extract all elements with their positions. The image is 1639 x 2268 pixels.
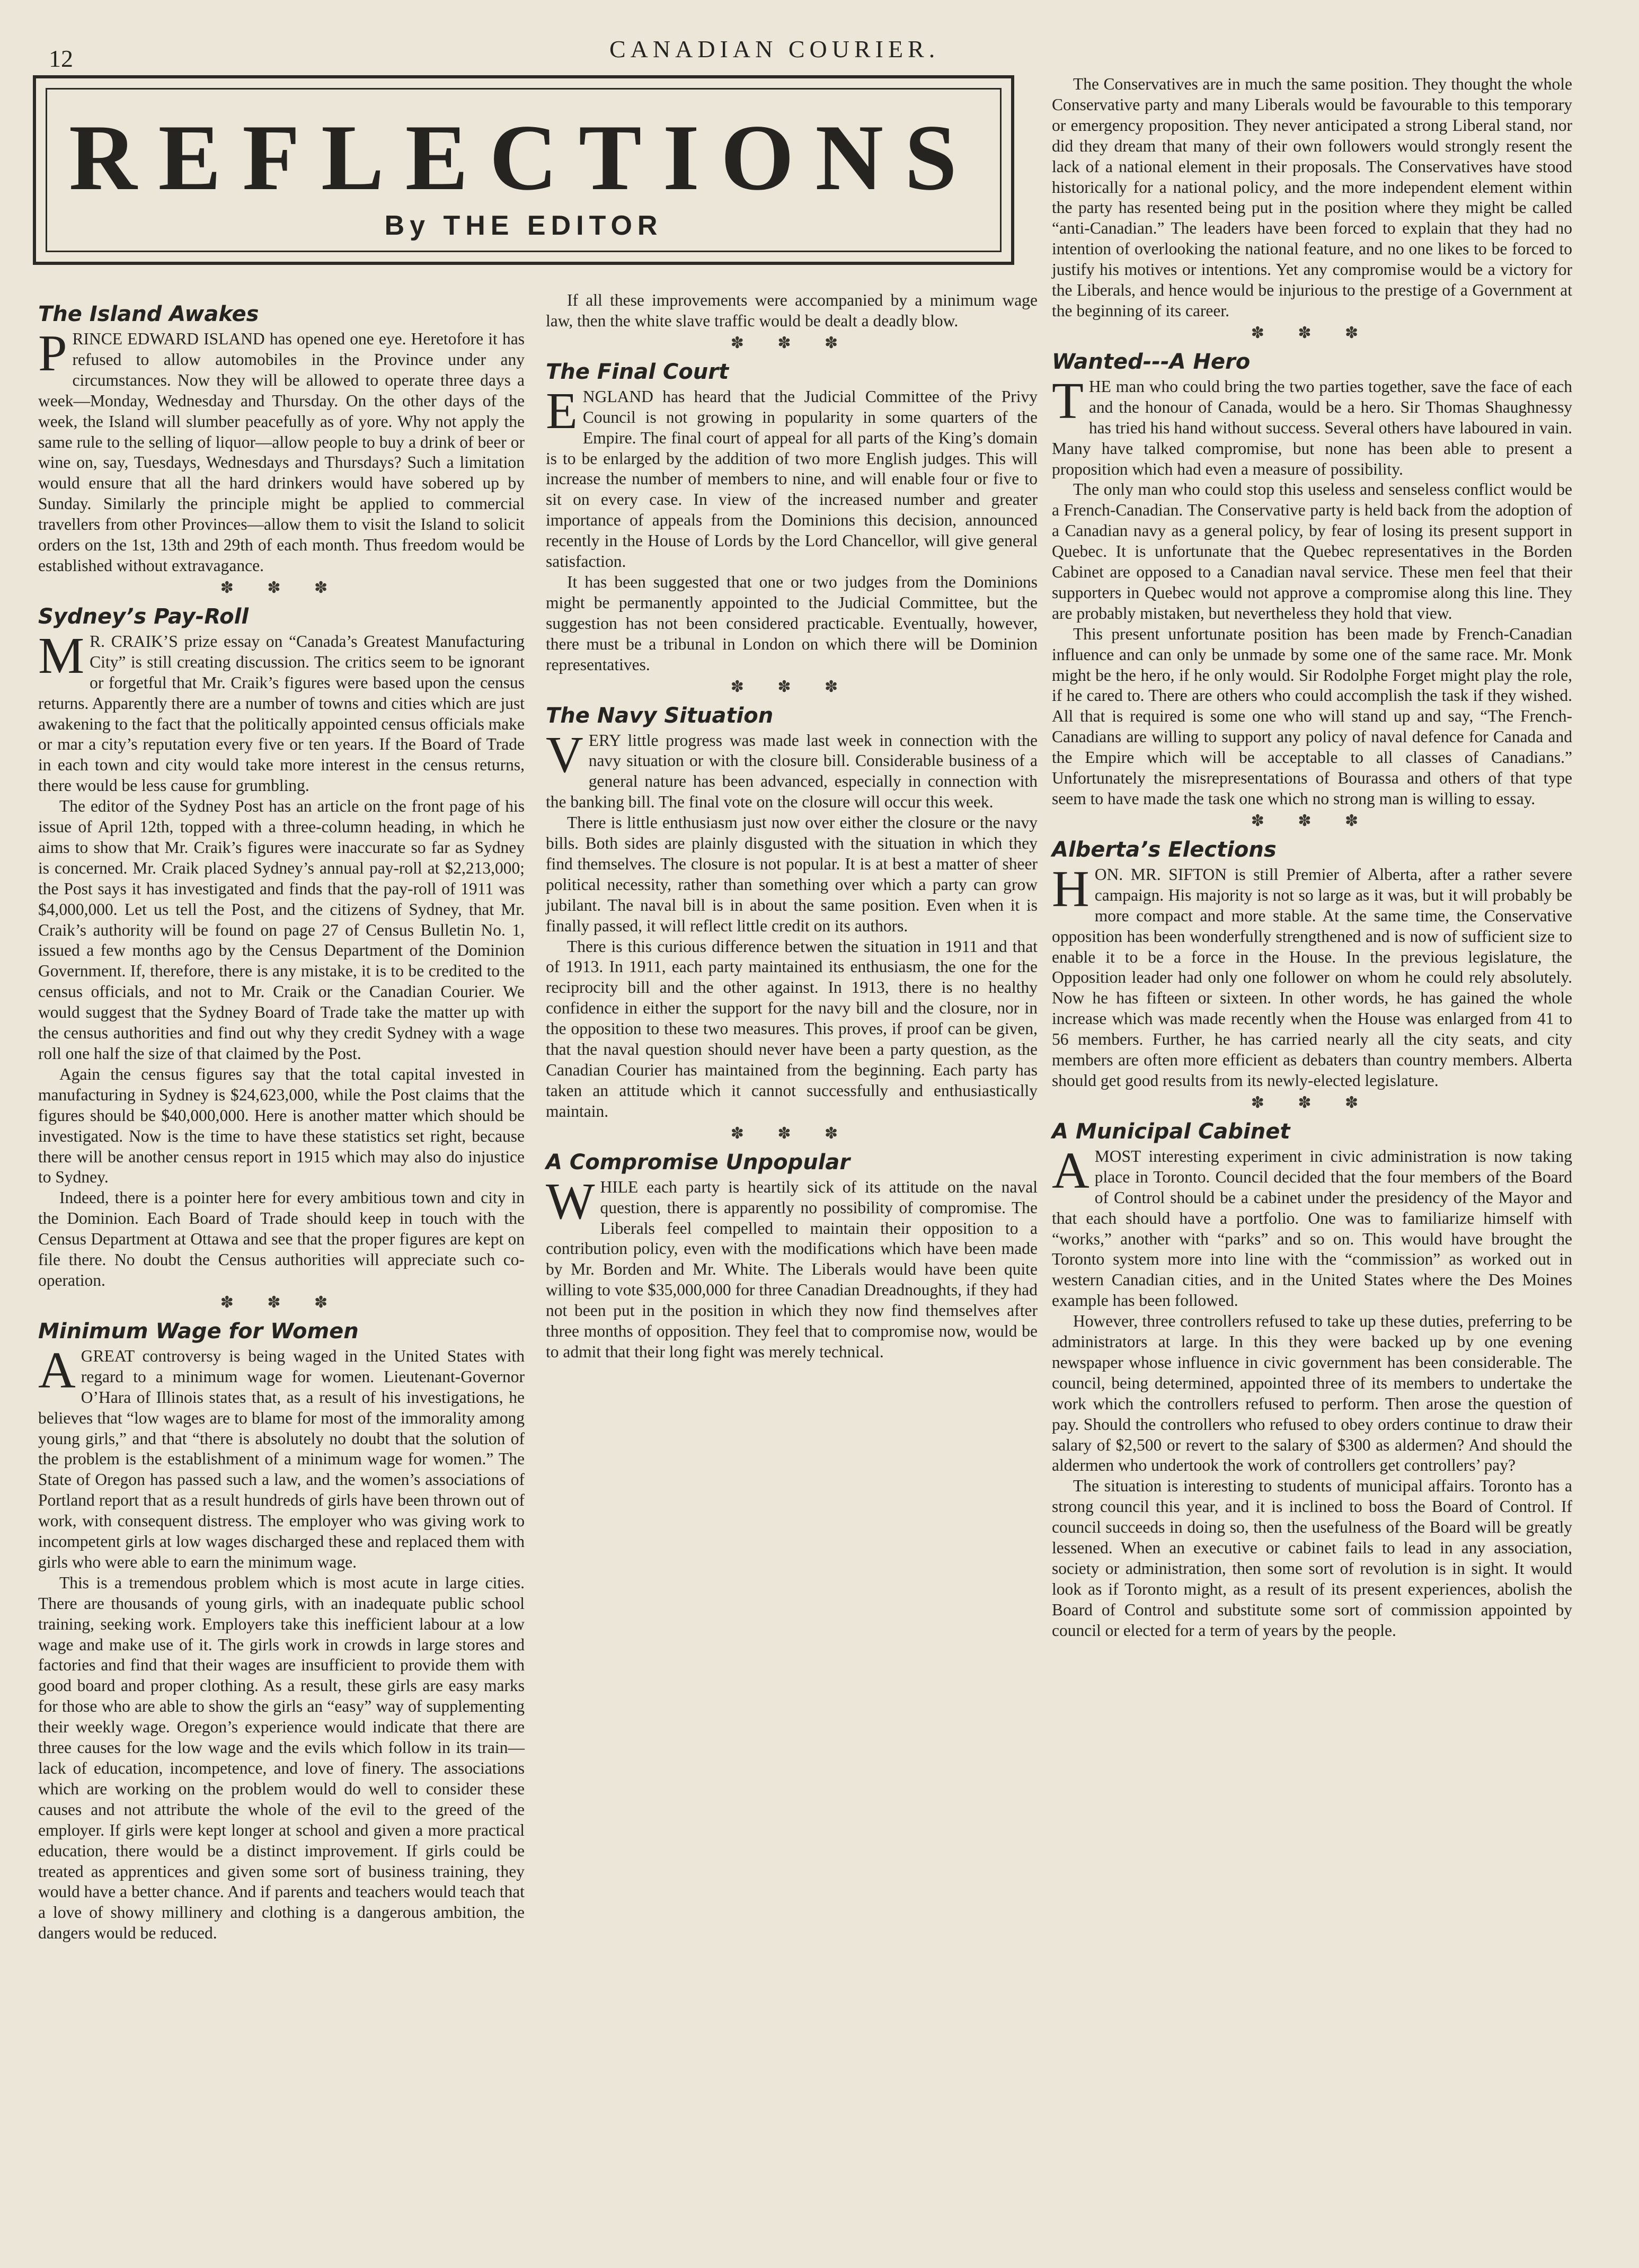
article-paragraph: The editor of the Sydney Post has an article on the front page of his issue of April 12th, topped with a three-column heading, in which he aims to show that Mr. Craik’s figures were inaccurate so far as Sydney is concerned. Mr. Craik placed Sydney’s annual pay-roll at $2,213,000; the Post says it has investigated and finds that the pay-roll of 1911 was $4,000,000. Let us tell the Post, and the citizens of Sydney, that Mr. Craik’s authority will be found on page 27 of Census Bulletin No. 1, issued a few months ago by the Census Department of the Dominion Government. If, therefore, there is any mistake, it is to be credited to the census officials, and not to Mr. Craik or the Canadian Courier. We would suggest that the Sydney Board of Trade take the matter up with the census authorities and find out why they credit Sydney with a wage roll one half the size of that claimed by the Post.: [38, 797, 525, 1063]
article-sydney-payroll: [38, 604, 525, 1313]
section-separator: ✽ ✽ ✽: [220, 579, 343, 597]
article-minimum-wage-continued: [546, 290, 1038, 354]
drop-cap: E: [546, 382, 578, 440]
article-paragraph: AGREAT controversy is being waged in the United States with regard to a minimum wage for women. Lieutenant-Governor O’Hara of Illinois states that, as a result of his investigations, he believes that “low wages are to blame for most of the immorality among young girls,” and that “there is absolutely no doubt that the solution of the problem is the establishment of a minimum wage for women.” The State of Oregon has passed such a law, and the women’s associations of Portland report that as a result hundreds of girls have been thrown out of work, with consequent distress. The employer who was giving work to incompetent girls at low wages discharged these and replaced them with girls who were able to earn the minimum wage.: [38, 1341, 525, 1571]
article-island-awakes: [38, 301, 525, 599]
page-number: 12: [49, 45, 73, 72]
article-paragraph: THE man who could bring the two parties together, save the face of each and the honour of Canada, would be a hero. Sir Thomas Shaughnessy has tried his hand without success. Several others have laboured in vain. Many have talked compromise, but none has been able to present a proposition which had even a measure of possibility.: [1052, 372, 1572, 478]
article-heading: The Navy Situation: [546, 703, 774, 728]
article-heading: A Compromise Unpopular: [546, 1150, 850, 1175]
article-paragraph: VERY little progress was made last week in connection with the navy situation or with the closure bill. Considerable business of a general nature has been advanced, especially in connection with the banking bill. The final vote on the closure will occur this week.: [546, 726, 1038, 812]
masthead-byline: By THE EDITOR: [384, 210, 663, 241]
article-paragraph: It has been suggested that one or two judges from the Dominions might be permanently appointed to the Judicial Committee, but the suggestion has not been considered practicable. Eventually, however, there must be a tribunal in London on which there will be Dominion representatives.: [546, 572, 1038, 674]
article-paragraph: This is a tremendous problem which is most acute in large cities. There are thousands of young girls, with an inadequate public school training, seeking work. Employers take this inefficient labour at a low wage and make use of it. The girls work in crowds in large stores and factories and find that their wages are insufficient to provide them with good board and proper clothing. As a result, these girls are easy marks for those who are able to show the girls an “easy” way of supplementing their weekly wage. Oregon’s experience would indicate that there are three causes for the low wage and the evils which follow in its train—lack of education, incompetence, and love of finery. The associations which are working on the problem would do well to consider these causes and not attribute the whole of the evil to the greed of the employer. If girls were kept longer at school and given a more practical education, there would be a distinct improvement. If girls could be treated as apprentices and given some sort of business training, they would have a better chance. And if parents and teachers would teach that a love of showy millinery and clothing is a dangerous ambition, the dangers would be reduced.: [38, 1573, 525, 1943]
drop-cap: W: [546, 1172, 595, 1230]
masthead-box: [33, 75, 1014, 265]
drop-cap: P: [38, 325, 67, 382]
article-paragraph: However, three controllers refused to take up these duties, preferring to be administrators at large. In this they were backed up by one evening newspaper whose influence in civic government has been considerable. The council, being determined, appointed three of its members to undertake the work which the controllers refused to perform. Then arose the question of pay. Should the controllers who refused to obey orders continue to draw their salary of $2,500 or revert to the salary of $300 as aldermen? And should the aldermen who undertook the work of controllers get controllers’ pay?: [1052, 1312, 1572, 1475]
section-separator: ✽ ✽ ✽: [1251, 1093, 1374, 1111]
article-heading: The Island Awakes: [38, 302, 259, 326]
column-3: [1052, 74, 1572, 1641]
article-wanted-hero: [1052, 349, 1572, 832]
section-separator: ✽ ✽ ✽: [1251, 324, 1374, 342]
article-compromise-unpopular-continued: [1052, 74, 1572, 344]
running-head: CANADIAN COURIER.: [609, 35, 940, 63]
article-paragraph: HON. MR. SIFTON is still Premier of Alberta, after a rather severe campaign. His majority is not so large as it was, but it will probably be more compact and more stable. At the same time, the Conservative opposition has been wonderfully strengthened and is now of sufficient size to enable it to be a force in the House. In the previous legislature, the Opposition leader had only one follower on whom he could rely absolutely. Now he has fifteen or sixteen. In other words, he has gained the whole increase which was made recently when the House was enlarged from 41 to 56 members. Further, he has carried nearly all the city seats, and city members are often more efficient as debaters than country members. Alberta should get good results from its newly-elected legislature.: [1052, 860, 1572, 1090]
article-paragraph: Indeed, there is a pointer here for every ambitious town and city in the Dominion. Each Board of Trade should keep in touch with the Census Department at Ottawa and see that the proper figures are kept on file there. No doubt the Census authorities will appreciate such co-operation.: [38, 1188, 525, 1289]
drop-cap: A: [1052, 1142, 1089, 1199]
article-alberta-elections: [1052, 837, 1572, 1114]
article-paragraph: This present unfortunate position has been made by French-Canadian influence and can only be unmade by some one of the same race. Mr. Monk might be the hero, if he only would. Sir Rodolphe Forget might play the role, if he cared to. There are others who could accomplish the task if they wished. All that is required is some one who will stand up and say, “The French-Canadians are willing to support any policy of naval defence for Canada and the Empire which will be acceptable to all classes of Canadians.” Unfortunately the misrepresentations of Bourassa and others of that type seem to have made the task one which no strong man is willing to essay.: [1052, 624, 1572, 808]
drop-cap: V: [546, 726, 583, 784]
section-separator: ✽ ✽ ✽: [730, 334, 853, 352]
article-paragraph: AMOST interesting experiment in civic administration is now taking place in Toronto. Council decided that the four members of the Board of Control should be a cabinet under the presidency of the Mayor and that each should have a portfolio. One was to familiarize himself with “works,” another with “parks” and so on. This would have brought the Toronto system more into line with the “commission” as worked out in western Canadian cities, and in the United States where the Des Moines example has been followed.: [1052, 1142, 1572, 1310]
masthead-title: REFLECTIONS: [69, 105, 978, 210]
article-paragraph: WHILE each party is heartily sick of its attitude on the naval question, there is apparently no possibility of compromise. The Liberals feel compelled to maintain their opposition to a contribution policy, even with the modifications which have been made by Mr. Borden and Mr. White. The Liberals would have been quite willing to vote $35,000,000 for three Canadian Dreadnoughts, if they had not been put in the position in which they now find themselves after three months of opposition. They feel that to compromise now, would be to admit that their long fight was merely technical.: [546, 1172, 1038, 1361]
article-paragraph: The only man who could stop this useless and senseless conflict would be a French-Canadian. The Conservative party is held back from the adoption of a Canadian navy as a general policy, by fear of losing its present support in Quebec. It is unfortunate that the Quebec representatives in the Borden Cabinet are opposed to a Canadian naval service. These men feel that their supporters in Quebec would not approve a compromise along this line. They are probably mistaken, but nevertheless they hold that view.: [1052, 480, 1572, 622]
column-2: [546, 290, 1038, 1363]
article-heading: Sydney’s Pay-Roll: [38, 604, 249, 629]
article-municipal-cabinet: [1052, 1119, 1572, 1641]
article-paragraph: The situation is interesting to students of municipal affairs. Toronto has a strong council this year, and it is inclined to boss the Board of Control. If council succeeds in doing so, then the usefulness of the Board will be greatly lessened. When an executive or cabinet fails to lead in any association, society or administration, then some sort of revolution is in sight. It would look as if Toronto might, as a result of its present experiences, abolish the Board of Control and substitute some sort of commission appointed by council or elected for a term of years by the people.: [1052, 1477, 1572, 1640]
section-separator: ✽ ✽ ✽: [220, 1293, 343, 1311]
drop-cap: M: [38, 627, 85, 684]
article-paragraph: The Conservatives are in much the same position. They thought the whole Conservative party and many Liberals would be favourable to this temporary or emergency proposition. They never anticipated a strong Liberal stand, nor did they dream that many of their own followers would strongly resent the lack of a national element in their proposals. The Conservatives have stood historically for a national policy, and the more independent element within the party has resented being put in the position where they might be called “anti-Canadian.” The leaders have been forced to explain that they had no intention of overlooking the national feature, and no one likes to be forced to justify his motives or intentions. Yet any compromise would be a victory for the Liberals, and hence would be injurious to the prestige of a Government at the beginning of its career.: [1052, 75, 1572, 320]
drop-cap: A: [38, 1341, 76, 1399]
drop-cap: T: [1052, 372, 1084, 430]
section-separator: ✽ ✽ ✽: [1251, 812, 1374, 830]
article-paragraph: ENGLAND has heard that the Judicial Committee of the Privy Council is not growing in popularity in some quarters of the Empire. The final court of appeal for all parts of the King’s domain is to be enlarged by the addition of two more English judges. This will increase the number of members to nine, and will enable four or five to sit on every case. In view of the increased number and greater importance of appeals from the Dominions this decision, announced recently in the House of Lords by the Lord Chancellor, will give general satisfaction.: [546, 382, 1038, 571]
article-paragraph: There is this curious difference betwen the situation in 1911 and that of 1913. In 1911, each party maintained its enthusiasm, the one for the reciprocity bill and the other against. In 1913, there is no healthy confidence in either the support for the navy bill and the closure, nor in the opposition to these two measures. This proves, if proof can be given, that the naval question should never have been a party question, as the Canadian Courier has maintained from the beginning. Each party has taken an attitude which it cannot successfully and enthusiastically maintain.: [546, 937, 1038, 1120]
article-compromise-unpopular: [546, 1150, 1038, 1363]
article-paragraph: Again the census figures say that the total capital invested in manufacturing in Sydney is $24,623,000, while the Post claims that the figures should be $40,000,000. Here is another matter which should be investigated. Now is the time to have these statistics set right, because there will be another census report in 1915 which may also do injustice to Sydney.: [38, 1064, 525, 1187]
article-paragraph: If all these improvements were accompanied by a minimum wage law, then the white slave traffic would be dealt a deadly blow.: [546, 291, 1038, 330]
article-heading: Alberta’s Elections: [1052, 837, 1277, 862]
article-heading: A Municipal Cabinet: [1052, 1119, 1290, 1144]
article-paragraph: PRINCE EDWARD ISLAND has opened one eye. Heretofore it has refused to allow automobiles in the Province under any circumstances. Now they will be allowed to operate three days a week—Monday, Wednesday and Thursday. On the other days of the week, the Island will slumber peacefully as of yore. Why not apply the same rule to the selling of liquor—allow people to buy a drink of beer or wine on, say, Tuesdays, Wednesdays and Thursdays? Such a limitation would ensure that all the hard drinkers would have sobered up by Sunday. Similarly the principle might be applied to commercial travellers from other Provinces—allow them to visit the Island to solicit orders on the 1st, 13th and 29th of each month. Thus freedom would be established without extravagance.: [38, 325, 525, 575]
section-separator: ✽ ✽ ✽: [730, 1124, 853, 1142]
article-heading: Wanted---A Hero: [1052, 349, 1251, 374]
article-minimum-wage: [38, 1319, 525, 1944]
drop-cap: H: [1052, 860, 1089, 918]
article-paragraph: M R. CRAIK’S prize essay on “Canada’s Greatest Manufacturing City” is still creating discussion. The critics seem to be ignorant or forgetful that Mr. Craik’s figures were based upon the census returns. Apparently there are a number of towns and cities which are just awakening to the fact that the politically appointed census officials make or mar a city’s reputation every five or ten years. If the Board of Trade in each town and city would take more interest in the census returns, there would be less cause for grumbling.: [38, 627, 525, 795]
article-navy-situation: [546, 703, 1038, 1144]
article-final-court: [546, 359, 1038, 698]
article-paragraph: There is little enthusiasm just now over either the closure or the navy bills. Both sides are plainly disgusted with the situation in which they find themselves. The closure is not popular. It is at best a matter of sheer political necessity, rather than something over which a party can grow jubilant. The naval bill is in about the same position. Even when it is finally passed, it will reflect little credit on its authors.: [546, 813, 1038, 935]
section-separator: ✽ ✽ ✽: [730, 678, 853, 696]
article-heading: The Final Court: [546, 359, 729, 384]
article-heading: Minimum Wage for Women: [38, 1319, 359, 1344]
column-1: [38, 299, 525, 1944]
